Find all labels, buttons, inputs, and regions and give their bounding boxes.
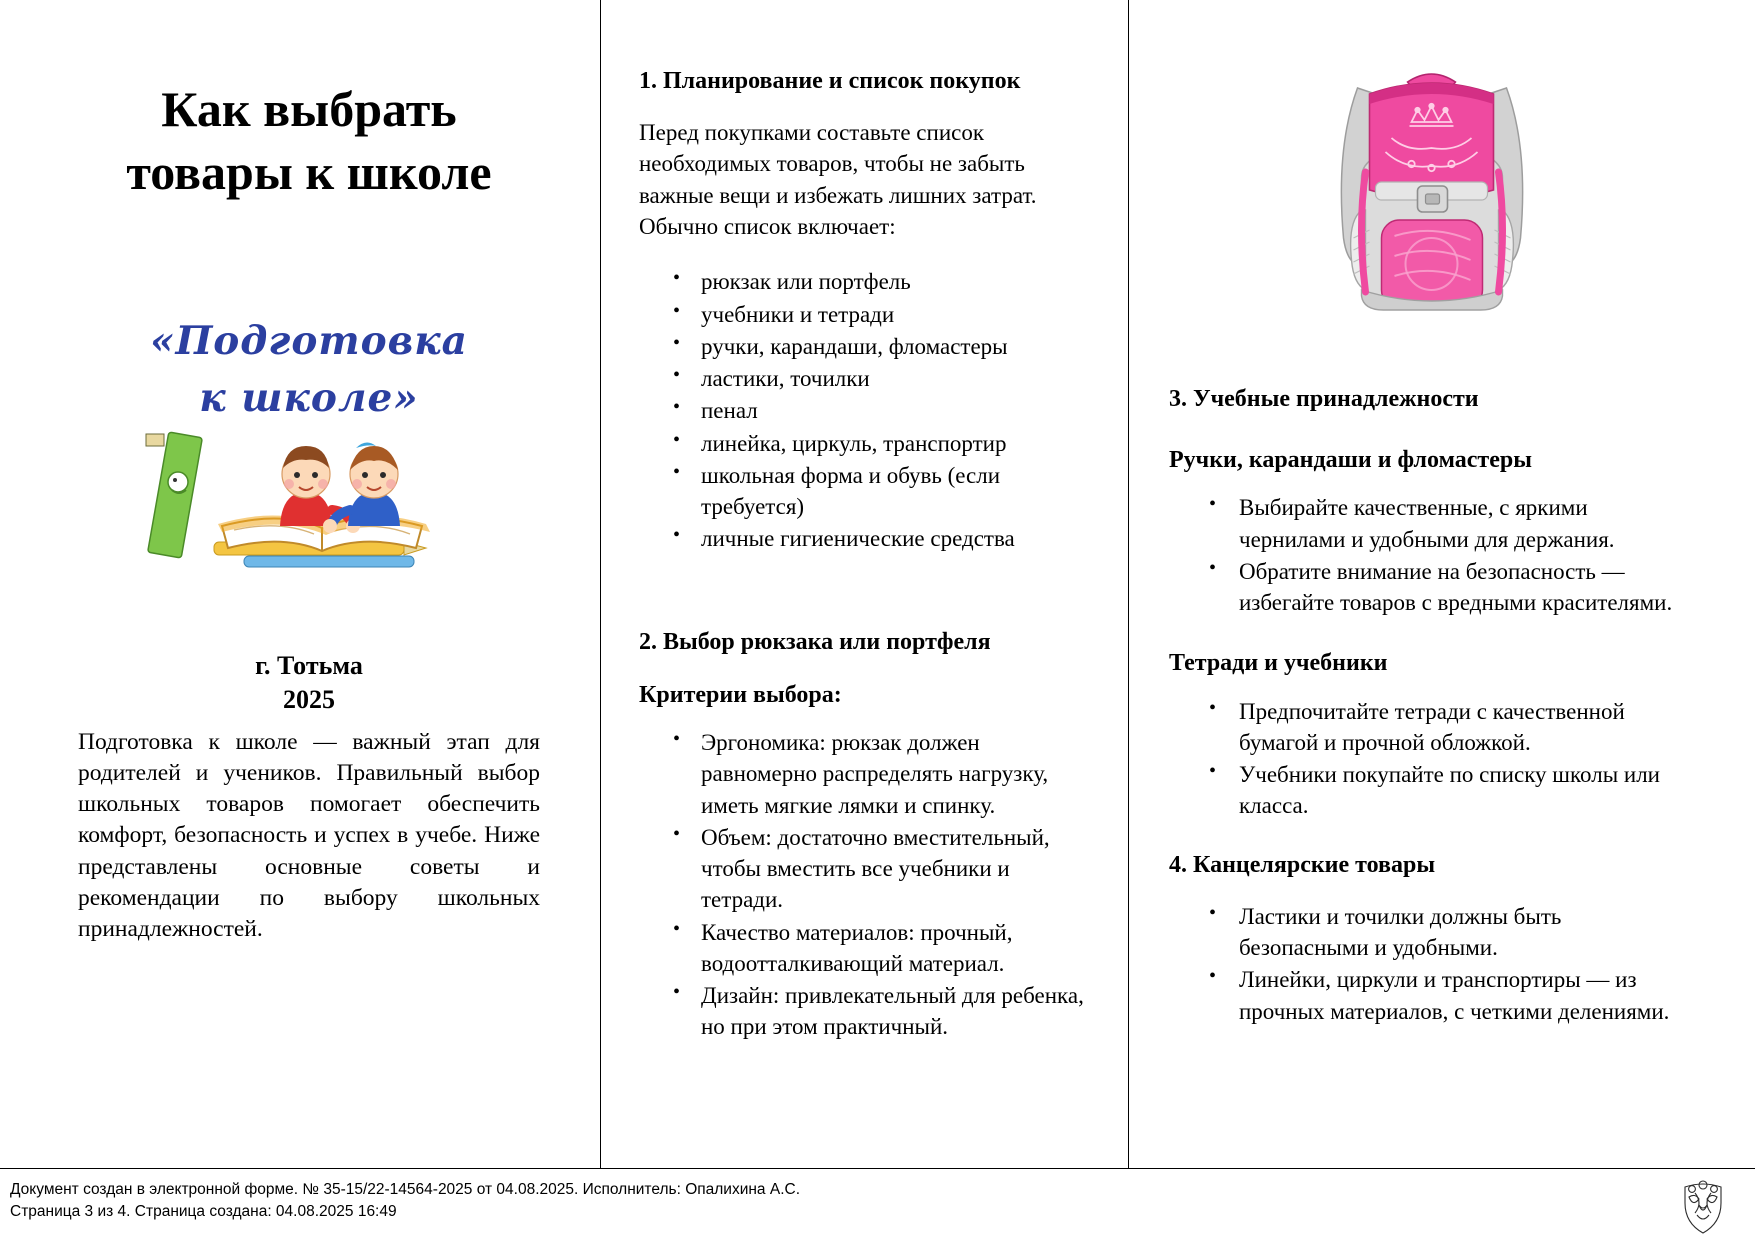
pens-list bbox=[1169, 492, 1695, 618]
section-1-heading: 1. Планирование и список покупок bbox=[639, 68, 1021, 94]
list-item: • рюкзак или портфель bbox=[701, 266, 1094, 297]
column-middle bbox=[600, 0, 1128, 1168]
list-item: • Объем: достаточно вместительный, чтобы вместить все учебники и тетради. bbox=[701, 822, 1094, 916]
column-left bbox=[0, 0, 600, 1168]
city-and-year bbox=[78, 649, 540, 717]
section-3-subheading-notebooks: Тетради и учебники bbox=[1169, 650, 1388, 677]
logo-text-line2: к школе» bbox=[199, 374, 419, 421]
section-2-subheading: Критерии выбора: bbox=[639, 681, 842, 708]
stationery-list bbox=[1169, 901, 1695, 1027]
footer-line-1: Документ создан в электронной форме. № 35-15/22-14564-2025 от 04.08.2025. Исполнитель: Опалихина А.С. bbox=[10, 1181, 801, 1198]
coat-of-arms-icon bbox=[1673, 1175, 1733, 1237]
list-item: • линейка, циркуль, транспортир bbox=[701, 428, 1094, 459]
list-item: • Предпочитайте тетради с качественной бумагой и прочной обложкой. bbox=[1239, 696, 1695, 759]
list-item: • Дизайн: привлекательный для ребенка, но при этом практичный. bbox=[701, 980, 1094, 1043]
footer-metadata bbox=[10, 1179, 800, 1224]
list-item: • Эргономика: рюкзак должен равномерно распределять нагрузку, иметь мягкие лямки и спинку. bbox=[701, 727, 1094, 821]
section-3-subheading-pens: Ручки, карандаши и фломастеры bbox=[1169, 447, 1532, 474]
shopping-list bbox=[639, 266, 1094, 554]
spacer bbox=[639, 581, 1094, 627]
section-4-heading: 4. Канцелярские товары bbox=[1169, 851, 1436, 878]
list-item: • Линейки, циркули и транспортиры — из прочных материалов, с четкими делениями. bbox=[1239, 964, 1695, 1027]
backpack-criteria-list bbox=[639, 727, 1094, 1043]
logo-text-line1: «Подготовка bbox=[150, 318, 468, 364]
year-label: 2025 bbox=[283, 684, 335, 714]
document-footer bbox=[0, 1168, 1755, 1240]
list-item: • школьная форма и обувь (если требуется) bbox=[701, 460, 1094, 523]
list-item: • ластики, точилки bbox=[701, 363, 1094, 394]
list-item: • Обратите внимание на безопасность — избегайте товаров с вредными красителями. bbox=[1239, 556, 1695, 619]
list-item: • пенал bbox=[701, 395, 1094, 426]
city-label: г. Тотьма bbox=[255, 651, 363, 681]
column-right bbox=[1128, 0, 1755, 1168]
section-3-heading: 3. Учебные принадлежности bbox=[1169, 386, 1479, 412]
notebooks-list bbox=[1169, 696, 1695, 822]
list-item: • ручки, карандаши, фломастеры bbox=[701, 331, 1094, 362]
list-item: • учебники и тетради bbox=[701, 299, 1094, 330]
list-item: • Качество материалов: прочный, водоотталкивающий материал. bbox=[701, 917, 1094, 980]
list-item: • Ластики и точилки должны быть безопасными и удобными. bbox=[1239, 901, 1695, 964]
list-item: • Учебники покупайте по списку школы или класса. bbox=[1239, 759, 1695, 822]
logo-illustration bbox=[78, 307, 540, 575]
list-item: • Выбирайте качественные, с яркими чернилами и удобными для держания. bbox=[1239, 492, 1695, 555]
footer-line-2: Страница 3 из 4. Страница создана: 04.08.2025 16:49 bbox=[10, 1203, 397, 1221]
backpack-illustration bbox=[1169, 60, 1695, 360]
list-item: • личные гигиенические средства bbox=[701, 523, 1094, 554]
intro-paragraph: Подготовка к школе — важный этап для родителей и учеников. Правильный выбор школьных товаров помогает обеспечить комфорт, безопасность и успех в учебе. Ниже представлены основные советы и рекомендации по выбору школьных принадлежностей. bbox=[78, 728, 540, 943]
section-2-heading: 2. Выбор рюкзака или портфеля bbox=[639, 628, 991, 655]
section-1-paragraph: Перед покупками составьте список необходимых товаров, чтобы не забыть важные вещи и избежать лишних затрат. Обычно список включает: bbox=[639, 120, 1037, 239]
children-reading-illustration bbox=[94, 430, 524, 570]
page-title: Как выбрать товары к школе bbox=[126, 81, 492, 200]
